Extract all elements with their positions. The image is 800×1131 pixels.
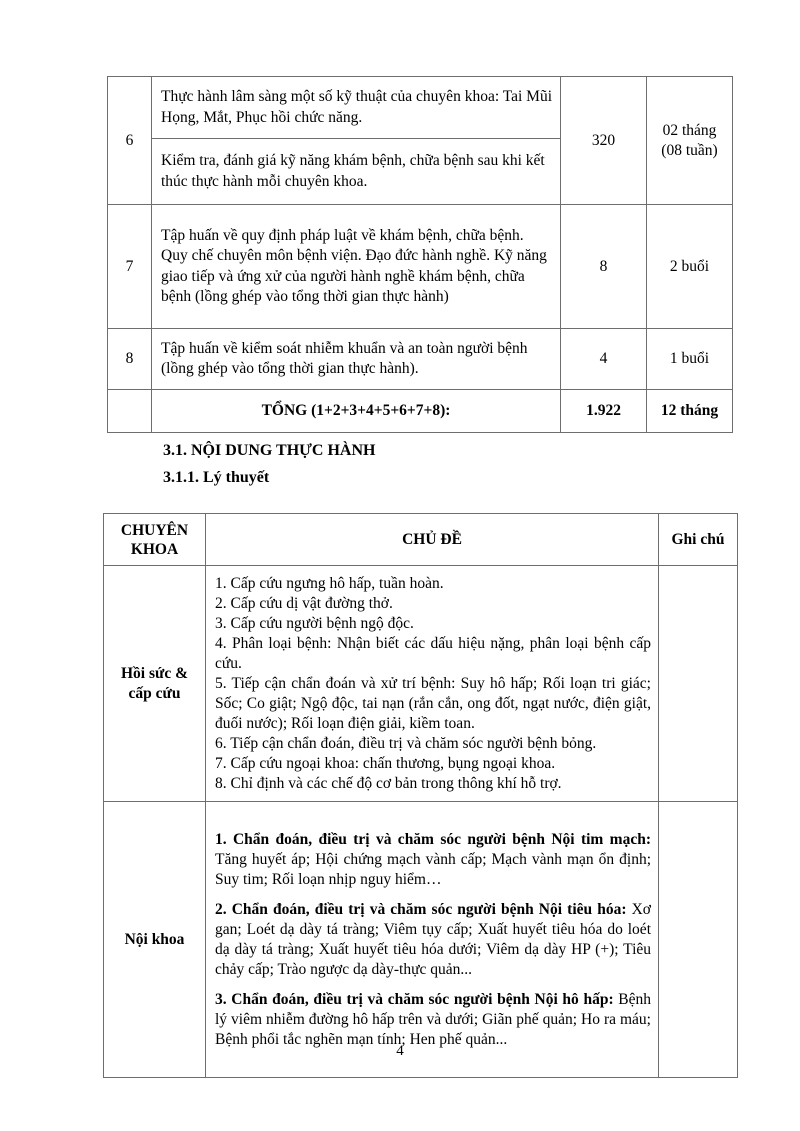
column-header-note: Ghi chú [659, 514, 738, 566]
topic-item: 6. Tiếp cận chẩn đoán, điều trị và chăm sóc người bệnh bỏng. [215, 734, 597, 752]
duration-value: 02 tháng (08 tuần) [647, 77, 733, 205]
topic-paragraph-lead: 1. Chẩn đoán, điều trị và chăm sóc người bệnh Nội tim mạch: [215, 830, 651, 848]
section-heading: 3.1. NỘI DUNG THỰC HÀNH [163, 442, 376, 459]
topic-paragraph-body: Bệnh lý viêm nhiễm đường hô hấp trên và dưới; Giãn phế quản; Ho ra máu; Bệnh phổi tắc nghẽn mạn tính; Hen phế quản... [215, 990, 651, 1048]
topic-list [206, 566, 659, 802]
activity-description: Tập huấn về quy định pháp luật về khám bệnh, chữa bệnh. Quy chế chuyên môn bệnh viện. Đạo đức hành nghề. Kỹ năng giao tiếp và ứng xử của người hành nghề khám bệnh, chữa bệnh (lồng ghép vào tổng thời gian thực hành) [152, 205, 561, 329]
topic-item: 3. Cấp cứu người bệnh ngộ độc. [215, 614, 414, 632]
note-cell [659, 566, 738, 802]
topic-paragraph-lead: 2. Chẩn đoán, điều trị và chăm sóc người bệnh Nội tiêu hóa: [215, 900, 627, 918]
topic-paragraphs [206, 802, 659, 1078]
topic-paragraph-body: Tăng huyết áp; Hội chứng mạch vành cấp; Mạch vành mạn ổn định; Suy tim; Rối loạn nhịp nguy hiểm… [215, 850, 651, 888]
topic-paragraph [215, 830, 651, 890]
total-label: TỔNG (1+2+3+4+5+6+7+8): [152, 390, 561, 433]
subsection-heading: 3.1.1. Lý thuyết [163, 469, 270, 486]
hours-value: 4 [561, 329, 647, 390]
topic-paragraph-lead: 3. Chẩn đoán, điều trị và chăm sóc người bệnh Nội hô hấp: [215, 990, 614, 1008]
duration-value: 1 buổi [647, 329, 733, 390]
hours-value: 8 [561, 205, 647, 329]
topic-item: 7. Cấp cứu ngoại khoa: chấn thương, bụng ngoại khoa. [215, 754, 556, 772]
row-number: 8 [108, 329, 152, 390]
total-hours: 1.922 [561, 390, 647, 433]
topic-item: 4. Phân loại bệnh: Nhận biết các dấu hiệu nặng, phân loại bệnh cấp cứu. [215, 634, 651, 672]
note-cell [659, 802, 738, 1078]
specialty-name: Hồi sức & cấp cứu [104, 566, 206, 802]
activity-description: Thực hành lâm sàng một số kỹ thuật của chuyên khoa: Tai Mũi Họng, Mắt, Phục hồi chức năng. [152, 77, 561, 139]
activity-description: Tập huấn về kiểm soát nhiễm khuẩn và an toàn người bệnh (lồng ghép vào tổng thời gian thực hành). [152, 329, 561, 390]
column-header-topic: CHỦ ĐỀ [206, 514, 659, 566]
row-number: 6 [108, 77, 152, 205]
theory-content-table [103, 513, 738, 1078]
topic-item: 2. Cấp cứu dị vật đường thở. [215, 594, 393, 612]
column-header-specialty: CHUYÊN KHOA [104, 514, 206, 566]
page-number: 4 [396, 1043, 404, 1059]
topic-paragraph-body: Xơ gan; Loét dạ dày tá tràng; Viêm tụy cấp; Xuất huyết tiêu hóa do loét dạ dày tá tràng; Xuất huyết tiêu hóa dưới; Viêm dạ dày HP (+); Tiêu chảy cấp; Trào ngược dạ dày-thực quản... [215, 900, 652, 978]
row-number: 7 [108, 205, 152, 329]
section-headings [163, 442, 800, 487]
hours-value: 320 [561, 77, 647, 205]
topic-item: 5. Tiếp cận chẩn đoán và xử trí bệnh: Suy hô hấp; Rối loạn tri giác; Sốc; Co giật; Ngộ độc, tai nạn (rắn cắn, ong đốt, ngạt nước, điện giật, đuối nước); Rối loạn điện giải, kiềm toan. [215, 674, 651, 732]
topic-item: 8. Chỉ định và các chế độ cơ bản trong thông khí hỗ trợ. [215, 774, 562, 792]
activity-description: Kiểm tra, đánh giá kỹ năng khám bệnh, chữa bệnh sau khi kết thúc thực hành mỗi chuyên khoa. [152, 139, 561, 205]
duration-value: 2 buổi [647, 205, 733, 329]
topic-item: 1. Cấp cứu ngưng hô hấp, tuần hoàn. [215, 574, 444, 592]
hours-summary-table [107, 76, 733, 433]
total-duration: 12 tháng [647, 390, 733, 433]
topic-paragraph [215, 900, 651, 980]
empty-cell [108, 390, 152, 433]
topic-paragraph [215, 990, 651, 1050]
specialty-name: Nội khoa [104, 802, 206, 1078]
